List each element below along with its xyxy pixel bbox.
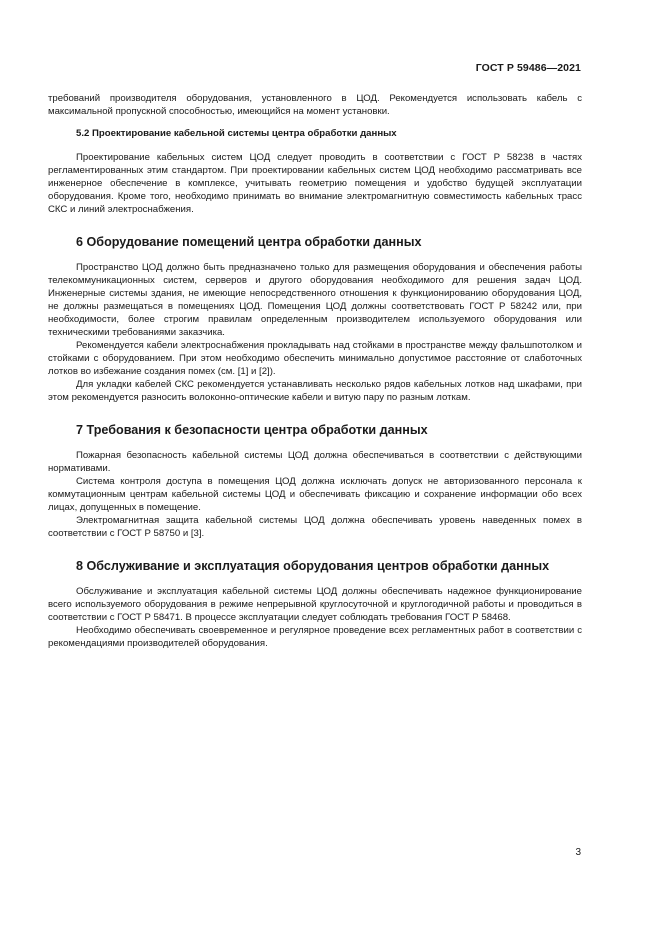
subsection-5-2-heading: 5.2 Проектирование кабельной системы центра обработки данных <box>76 128 397 139</box>
section-8-paragraph-1: Обслуживание и эксплуатация кабельной системы ЦОД должны обеспечивать надежное функционирование всего используемого оборудования в режиме непрерывной круглосуточной и круглогодичной работы и проводиться в соответствии с ГОСТ Р 58471. В процессе эксплуатации следует соблюдать требования ГОСТ Р 58468. <box>48 586 582 623</box>
section-7-paragraph-1: Пожарная безопасность кабельной системы ЦОД должна обеспечиваться в соответствии с действующими нормативами. <box>48 450 582 474</box>
section-8-paragraph-2: Необходимо обеспечивать своевременное и регулярное проведение всех регламентных работ в соответствии с рекомендациями производителей оборудования. <box>48 625 582 649</box>
section-7-paragraph-2: Система контроля доступа в помещения ЦОД должна исключать допуск не авторизованного персонала к коммутационным центрам кабельной системы ЦОД и обеспечивать фиксацию и сохранение информации обо всех лицах, допущенных в помещение. <box>48 476 582 513</box>
page-content <box>48 92 582 650</box>
document-code-header: ГОСТ Р 59486—2021 <box>475 62 581 74</box>
section-6-paragraph-1: Пространство ЦОД должно быть предназначено только для размещения оборудования и обеспечения работы телекоммуникационных систем, серверов и другого оборудования необходимого для решения задач ЦОД. Инженерные системы здания, не имеющие непосредственного отношения к функционированию оборудования ЦОД, не должны размещаться в помещениях ЦОД. Помещения ЦОД должны соответствовать ГОСТ Р 58242 или, при необходимости, более строгим правилам определенным производителем используемого оборудования или техническими требованиями заказчика. <box>48 262 582 338</box>
section-8-heading: 8 Обслуживание и эксплуатация оборудования центров обработки данных <box>76 559 550 573</box>
section-7-heading: 7 Требования к безопасности центра обработки данных <box>76 423 428 437</box>
section-6-heading: 6 Оборудование помещений центра обработки данных <box>76 235 422 249</box>
section-7-paragraph-3: Электромагнитная защита кабельной системы ЦОД должна обеспечивать уровень наведенных помех в соответствии с ГОСТ Р 58750 и [3]. <box>48 515 582 539</box>
section-6-paragraph-2: Рекомендуется кабели электроснабжения прокладывать над стойками в пространстве между фальшпотолком и стойками с оборудованием. При этом необходимо обеспечить минимально допустимое расстояние от слаботочных лотков во избежание создания помех (см. [1] и [2]). <box>48 340 582 377</box>
page-number: 3 <box>575 847 581 858</box>
intro-paragraph: требований производителя оборудования, установленного в ЦОД. Рекомендуется использовать кабель с максимальной пропускной способностью, имеющийся на момент установки. <box>48 93 582 117</box>
subsection-5-2-paragraph: Проектирование кабельных систем ЦОД следует проводить в соответствии с ГОСТ Р 58238 в частях регламентированных этим стандартом. При проектировании кабельных систем ЦОД необходимо рассматривать все инженерное обеспечение в комплексе, учитывать геометрию помещения и удобство будущей эксплуатации оборудования. Кроме того, необходимо принимать во внимание электромагнитную совместимость кабельных трасс СКС и линий электроснабжения. <box>48 152 582 215</box>
section-6-paragraph-3: Для укладки кабелей СКС рекомендуется устанавливать несколько рядов кабельных лотков над шкафами, при этом рекомендуется разносить волоконно-оптические кабели и витую пару по разным лоткам. <box>48 379 582 403</box>
